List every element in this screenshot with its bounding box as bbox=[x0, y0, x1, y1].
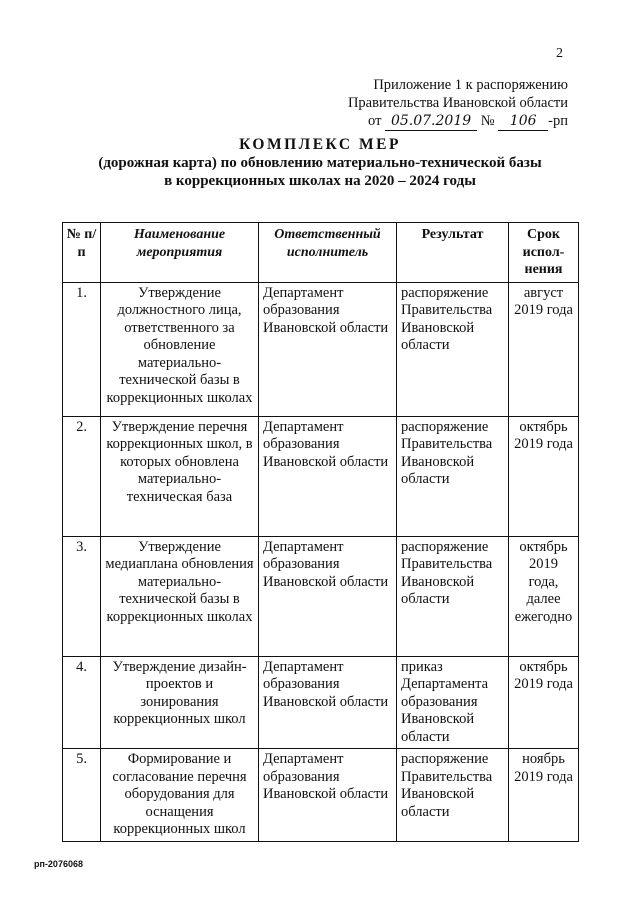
table-row bbox=[63, 416, 579, 536]
appendix-header bbox=[348, 76, 568, 131]
row-result: распоряжение Правительства Ивановской области bbox=[397, 749, 509, 842]
row-num: 1. bbox=[63, 282, 101, 416]
row-term: октябрь 2019 года, далее ежегодно bbox=[509, 536, 579, 656]
row-activity: Утверждение дизайн-проектов и зонирования коррекционных школ bbox=[101, 656, 259, 749]
row-result: приказ Департамента образования Ивановской области bbox=[397, 656, 509, 749]
from-label: от bbox=[368, 113, 382, 129]
title-line-1: КОМПЛЕКС МЕР bbox=[239, 136, 401, 153]
row-num: 2. bbox=[63, 416, 101, 536]
row-term: ноябрь 2019 года bbox=[509, 749, 579, 842]
row-term: август 2019 года bbox=[509, 282, 579, 416]
row-responsible: Департамент образования Ивановской области bbox=[259, 536, 397, 656]
row-responsible: Департамент образования Ивановской области bbox=[259, 282, 397, 416]
appendix-line-2: Правительства Ивановской области bbox=[347, 95, 568, 111]
header-num: № п/п bbox=[63, 223, 101, 283]
header-term: Срок испол-нения bbox=[509, 223, 579, 283]
row-num: 3. bbox=[63, 536, 101, 656]
row-responsible: Департамент образования Ивановской области bbox=[259, 749, 397, 842]
handwritten-number: 106 bbox=[498, 112, 548, 131]
document-title bbox=[40, 136, 600, 190]
row-result: распоряжение Правительства Ивановской области bbox=[397, 416, 509, 536]
roadmap-table bbox=[62, 222, 579, 842]
table-row bbox=[63, 749, 579, 842]
row-responsible: Департамент образования Ивановской области bbox=[259, 416, 397, 536]
table-row bbox=[63, 536, 579, 656]
row-activity: Утверждение медиаплана обновления материально-технической базы в коррекционных школах bbox=[101, 536, 259, 656]
appendix-line-1: Приложение 1 к распоряжению bbox=[373, 77, 568, 93]
title-line-3: в коррекционных школах на 2020 – 2024 годы bbox=[164, 173, 476, 189]
appendix-date-line bbox=[348, 112, 568, 131]
number-suffix: -рп bbox=[548, 113, 568, 129]
title-line-2: (дорожная карта) по обновлению материально-технической базы bbox=[98, 155, 542, 171]
row-activity: Формирование и согласование перечня оборудования для оснащения коррекционных школ bbox=[101, 749, 259, 842]
row-result: распоряжение Правительства Ивановской области bbox=[397, 282, 509, 416]
table-row bbox=[63, 282, 579, 416]
number-label: № bbox=[480, 113, 495, 129]
table-row bbox=[63, 656, 579, 749]
row-term: октябрь 2019 года bbox=[509, 416, 579, 536]
row-activity: Утверждение перечня коррекционных школ, в которых обновлена материально-техническая база bbox=[101, 416, 259, 536]
row-num: 4. bbox=[63, 656, 101, 749]
row-result: распоряжение Правительства Ивановской области bbox=[397, 536, 509, 656]
row-activity: Утверждение должностного лица, ответственного за обновление материально-технической базы в коррекционных школах bbox=[101, 282, 259, 416]
header-activity: Наименование мероприятия bbox=[101, 223, 259, 283]
page-number: 2 bbox=[556, 46, 563, 61]
table-header-row bbox=[63, 223, 579, 283]
row-responsible: Департамент образования Ивановской области bbox=[259, 656, 397, 749]
row-term: октябрь 2019 года bbox=[509, 656, 579, 749]
header-result: Результат bbox=[397, 223, 509, 283]
row-num: 5. bbox=[63, 749, 101, 842]
footer-code: рп-2076068 bbox=[34, 859, 83, 869]
header-responsible: Ответственный исполнитель bbox=[259, 223, 397, 283]
handwritten-date: 05.07.2019 bbox=[385, 112, 477, 131]
